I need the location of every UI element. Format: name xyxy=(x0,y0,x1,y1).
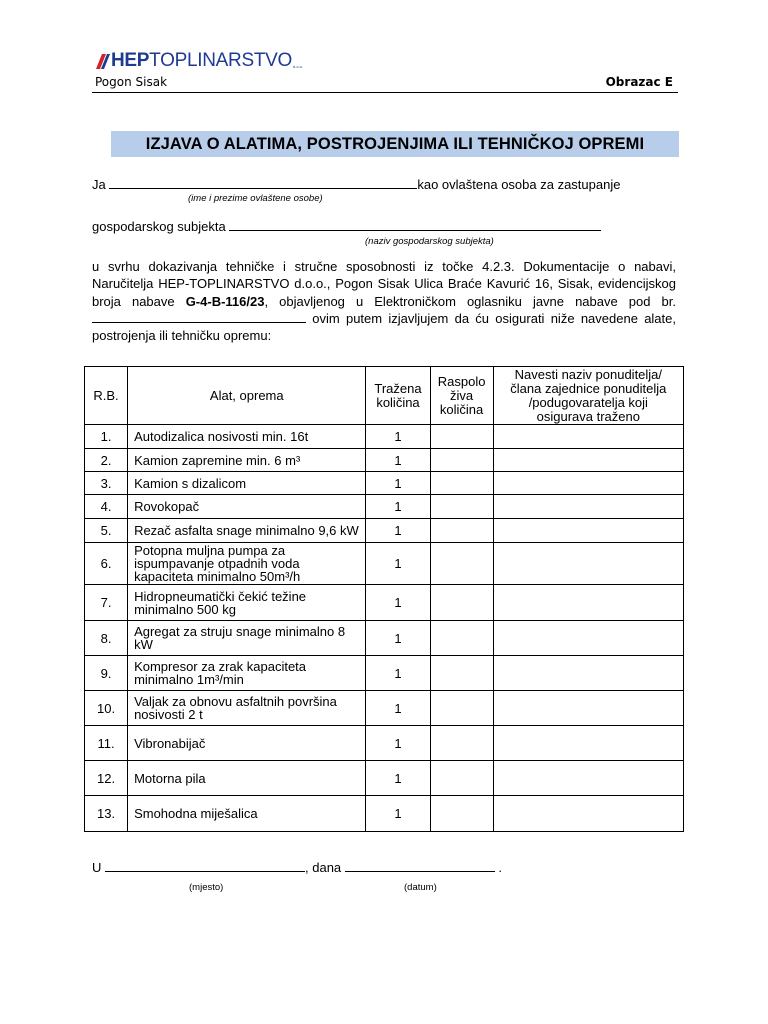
available-quantity-cell[interactable] xyxy=(430,761,493,796)
logo-doo-text: d.o.o. xyxy=(292,64,303,69)
hep-logo xyxy=(96,48,303,70)
header-divider xyxy=(92,92,678,93)
table-row xyxy=(85,761,684,796)
row-number: 10. xyxy=(85,691,128,726)
available-quantity-cell[interactable] xyxy=(430,449,493,472)
table-row xyxy=(85,425,684,449)
tool-name: Valjak za obnovu asfaltnih površina nosivosti 2 t xyxy=(128,691,366,726)
col-available-header: Raspolo živa količina xyxy=(430,367,493,425)
required-quantity: 1 xyxy=(366,796,430,832)
row-number: 9. xyxy=(85,656,128,691)
table-row xyxy=(85,585,684,621)
row-number: 13. xyxy=(85,796,128,832)
document-title-text: IZJAVA O ALATIMA, POSTROJENJIMA ILI TEHNIČKOJ OPREMI xyxy=(145,134,645,153)
available-quantity-cell[interactable] xyxy=(430,726,493,761)
document-title xyxy=(111,131,679,157)
tool-name: Vibronabijač xyxy=(128,726,366,761)
required-quantity: 1 xyxy=(366,761,430,796)
provider-cell[interactable] xyxy=(493,585,683,621)
available-quantity-cell[interactable] xyxy=(430,621,493,656)
tool-name: Rezač asfalta snage minimalno 9,6 kW xyxy=(128,519,366,543)
declaration-paragraph xyxy=(92,258,676,344)
provider-cell[interactable] xyxy=(493,761,683,796)
row-number: 6. xyxy=(85,543,128,585)
row-number: 7. xyxy=(85,585,128,621)
logo-toplinarstvo-text: TOPLINARSTVO xyxy=(149,50,292,71)
provider-cell[interactable] xyxy=(493,472,683,495)
publication-number-field[interactable] xyxy=(92,311,306,323)
available-quantity-cell[interactable] xyxy=(430,472,493,495)
col-rb-header: R.B. xyxy=(85,367,128,425)
required-quantity: 1 xyxy=(366,449,430,472)
available-quantity-cell[interactable] xyxy=(430,585,493,621)
col-provider-header: Navesti naziv ponuditelja/člana zajednice ponuditelja /podugovaratelja koji osigurava traženo xyxy=(493,367,683,425)
col-tool-header: Alat, oprema xyxy=(128,367,366,425)
tool-name: Autodizalica nosivosti min. 16t xyxy=(128,425,366,449)
company-line xyxy=(92,219,601,234)
place-date-line xyxy=(92,860,502,875)
available-quantity-cell[interactable] xyxy=(430,691,493,726)
table-row xyxy=(85,543,684,585)
row-number: 5. xyxy=(85,519,128,543)
table-row xyxy=(85,472,684,495)
place-caption: (mjesto) xyxy=(189,882,224,893)
available-quantity-cell[interactable] xyxy=(430,425,493,449)
hep-logo-mark-icon xyxy=(96,53,110,70)
required-quantity: 1 xyxy=(366,621,430,656)
provider-cell[interactable] xyxy=(493,495,683,519)
provider-cell[interactable] xyxy=(493,543,683,585)
date-field[interactable] xyxy=(345,860,495,872)
row-number: 12. xyxy=(85,761,128,796)
tool-name: Agregat za struju snage minimalno 8 kW xyxy=(128,621,366,656)
company-prefix: gospodarskog subjekta xyxy=(92,219,226,234)
table-row xyxy=(85,796,684,832)
date-prefix: , dana xyxy=(305,860,342,875)
tool-name: Potopna muljna pumpa za ispumpavanje otpadnih voda kapaciteta minimalno 50m³/h xyxy=(128,543,366,585)
date-end-dot: . xyxy=(498,860,503,875)
table-row xyxy=(85,656,684,691)
paragraph-part2: , objavljenog u Elektroničkom oglasniku javne nabave pod br. xyxy=(264,293,676,309)
available-quantity-cell[interactable] xyxy=(430,519,493,543)
required-quantity: 1 xyxy=(366,585,430,621)
header-form-id: Obrazac E xyxy=(605,75,673,89)
representative-line xyxy=(92,177,620,192)
row-number: 1. xyxy=(85,425,128,449)
company-name-field[interactable] xyxy=(229,219,601,231)
paragraph-part3: ovim putem izjavljujem da ću osigurati niže navedene alate, postrojenja ili tehničku opremu: xyxy=(92,310,676,344)
tool-name: Kompresor za zrak kapaciteta minimalno 1m³/min xyxy=(128,656,366,691)
tool-name: Hidropneumatički čekić težine minimalno 500 kg xyxy=(128,585,366,621)
representative-prefix: Ja xyxy=(92,177,106,192)
table-row xyxy=(85,495,684,519)
representative-caption: (ime i prezime ovlaštene osobe) xyxy=(188,193,323,204)
available-quantity-cell[interactable] xyxy=(430,796,493,832)
tool-name: Kamion s dizalicom xyxy=(128,472,366,495)
tool-name: Rovokopač xyxy=(128,495,366,519)
table-row xyxy=(85,449,684,472)
table-row xyxy=(85,691,684,726)
provider-cell[interactable] xyxy=(493,449,683,472)
paragraph-part1: u svrhu dokazivanja tehničke i stručne sposobnosti iz točke 4.2.3. Dokumentacije o nabavi, Naručitelja HEP-TOPLINARSTVO d.o.o., Pogon Sisak Ulica Braće Kavurić 16, Sisak, evidencijskog broja nabave xyxy=(92,259,676,309)
required-quantity: 1 xyxy=(366,495,430,519)
required-quantity: 1 xyxy=(366,726,430,761)
provider-cell[interactable] xyxy=(493,796,683,832)
available-quantity-cell[interactable] xyxy=(430,656,493,691)
tool-name: Kamion zapremine min. 6 m³ xyxy=(128,449,366,472)
required-quantity: 1 xyxy=(366,472,430,495)
provider-cell[interactable] xyxy=(493,691,683,726)
row-number: 3. xyxy=(85,472,128,495)
required-quantity: 1 xyxy=(366,543,430,585)
tool-name: Smohodna miješalica xyxy=(128,796,366,832)
row-number: 8. xyxy=(85,621,128,656)
place-prefix: U xyxy=(92,860,102,875)
row-number: 4. xyxy=(85,495,128,519)
table-header-row xyxy=(85,367,684,425)
table-row xyxy=(85,621,684,656)
place-field[interactable] xyxy=(105,860,305,872)
equipment-table xyxy=(84,366,684,832)
provider-cell[interactable] xyxy=(493,726,683,761)
company-caption: (naziv gospodarskog subjekta) xyxy=(365,236,494,247)
row-number: 2. xyxy=(85,449,128,472)
required-quantity: 1 xyxy=(366,425,430,449)
procurement-number: G-4-B-116/23 xyxy=(185,293,265,309)
required-quantity: 1 xyxy=(366,519,430,543)
provider-cell[interactable] xyxy=(493,425,683,449)
required-quantity: 1 xyxy=(366,691,430,726)
representative-name-field[interactable] xyxy=(109,177,417,189)
provider-cell[interactable] xyxy=(493,621,683,656)
table-row xyxy=(85,519,684,543)
logo-hep-text: HEP xyxy=(111,50,150,71)
header-location: Pogon Sisak xyxy=(95,75,168,89)
date-caption: (datum) xyxy=(404,882,437,893)
representative-suffix: kao ovlaštena osoba za zastupanje xyxy=(417,177,621,192)
required-quantity: 1 xyxy=(366,656,430,691)
provider-cell[interactable] xyxy=(493,519,683,543)
table-row xyxy=(85,726,684,761)
provider-cell[interactable] xyxy=(493,656,683,691)
available-quantity-cell[interactable] xyxy=(430,495,493,519)
row-number: 11. xyxy=(85,726,128,761)
col-qty-header: Tražena količina xyxy=(366,367,430,425)
tool-name: Motorna pila xyxy=(128,761,366,796)
available-quantity-cell[interactable] xyxy=(430,543,493,585)
